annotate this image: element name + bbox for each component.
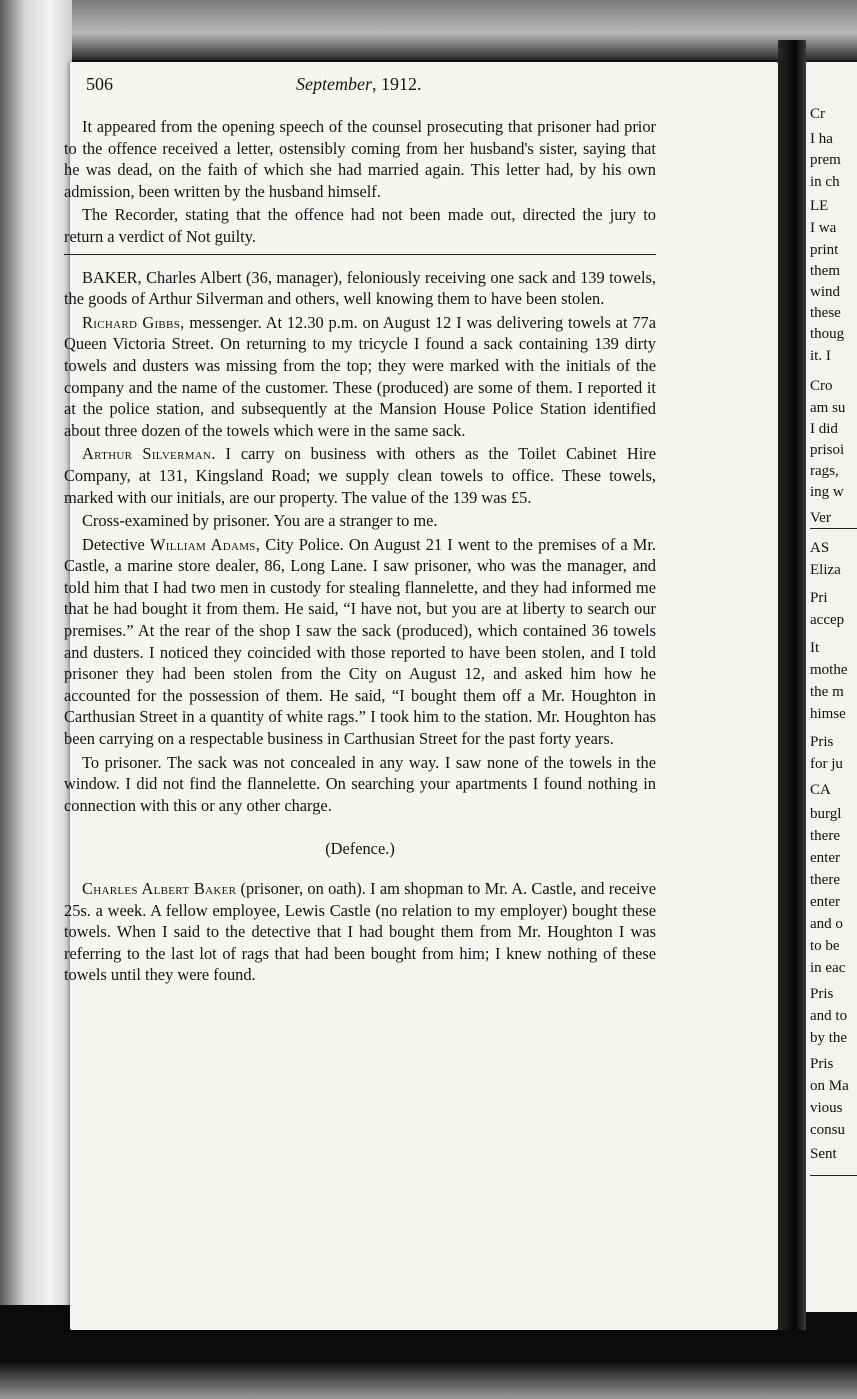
facing-page-fragment: enter <box>810 894 840 910</box>
facing-page-fragment: thoug <box>810 326 845 342</box>
page-date <box>296 74 421 95</box>
facing-page-fragment: vious <box>810 1100 843 1116</box>
paragraph-recorder-direction: The Recorder, stating that the offence had not been made out, directed the jury to return a verdict of Not guilty. <box>64 205 656 246</box>
testimony-silverman: I carry on business with others as the Toilet Cabinet Hire Company, at 131, Kingsland Road; we supply clean towels to office. These towels, marked with our initials, are our property. The value of the 139 was £5. <box>64 444 656 507</box>
facing-page-fragment: on Ma <box>810 1078 849 1094</box>
witness-name-gibbs: Richard Gibbs, <box>82 312 185 332</box>
facing-page-fragment: print <box>810 242 839 258</box>
facing-page-fragment: AS <box>810 540 830 556</box>
facing-page-fragment: Pris <box>810 986 834 1002</box>
facing-page-fragment: burgl <box>810 806 842 822</box>
facing-page-fragment: Pris <box>810 1056 834 1072</box>
facing-page-fragment: Cr <box>810 106 825 122</box>
testimony-adams: City Police. On August 21 I went to the premises of a Mr. Castle, a marine store dealer, 86, Long Lane. I saw prisoner, who was the manager, and told him that I had two men in custody for stealing flannelette, and they had informed me that he had bought it from them. He said, “I have not, but you are at liberty to search our premises.” At the rear of the shop I saw the sack (produced), which contained 36 towels and dusters. I noticed they coincided with those reported to have been stolen, and I told prisoner they had been stolen from the City on August 12, and asked him how he accounted for the possession of them. He said, “I bought them off a Mr. Houghton in Carthusian Street in a quantity of white rags.” I took him to the station. Mr. Houghton has been carrying on a respectable business in Carthusian Street for the past forty years. <box>64 534 656 749</box>
testimony-gibbs: messenger. At 12.30 p.m. on August 12 I was delivering towels at 77a Queen Victoria Street. On returning to my tricycle I found a sack containing 139 dirty towels and dusters was missing from the top; they were marked with the initials of the company and the name of the customer. These (produced) are some of them. I reported it at the police station, and subsequently at the Mansion House Police Station identified about three dozen of the towels which were in the same sack. <box>64 312 656 440</box>
defendant-name: BAKER, <box>82 267 142 287</box>
facing-page-fragment: It <box>810 640 820 656</box>
facing-page <box>806 62 857 1312</box>
facing-page-fragment: these <box>810 305 841 321</box>
facing-page-fragment: I ha <box>810 131 833 147</box>
witness-name-silverman: Arthur Silverman. <box>82 444 216 464</box>
scan-left-edge <box>0 0 72 1399</box>
paragraph-opening-speech: It appeared from the opening speech of the counsel prosecuting that prisoner had prior to the offence received a letter, ostensibly coming from her husband's sister, saying that he was dead, on the faith of which she had married again. This letter had, by his own admission, been written by the husband himself. <box>64 117 656 201</box>
facing-page-rule <box>810 1175 857 1176</box>
facing-page-fragment: it. I <box>810 348 831 364</box>
facing-page-fragment: Pris <box>810 734 834 750</box>
facing-page-fragment: himse <box>810 706 846 722</box>
witness-name-adams: William Adams, <box>149 534 261 554</box>
paragraph-to-prisoner: To prisoner. The sack was not concealed in any way. I saw none of the towels in the window. I did not find the flannelette. On searching your apartments I found nothing in connection with this or any other charge. <box>64 752 656 815</box>
facing-page-fragment: to be <box>810 938 840 954</box>
facing-page-fragment: LE <box>810 198 829 214</box>
facing-page-fragment: consu <box>810 1122 845 1138</box>
facing-page-fragment: them <box>810 263 840 279</box>
facing-page-fragment: accep <box>810 612 845 628</box>
paragraph-witness-adams <box>64 534 656 750</box>
facing-page-fragment: Ver <box>810 510 831 526</box>
facing-page-fragment: am su <box>810 400 846 416</box>
facing-page-fragment: I wa <box>810 220 837 236</box>
facing-page-fragment: I did <box>810 421 838 437</box>
page-month: September <box>296 74 372 94</box>
facing-page-fragment: prisoi <box>810 442 845 458</box>
facing-page-fragment: Pri <box>810 590 828 606</box>
facing-page-fragment: by the <box>810 1030 848 1046</box>
facing-page-fragment: for ju <box>810 756 843 772</box>
detective-title: Detective <box>82 534 150 554</box>
facing-page-fragment: Cro <box>810 378 833 394</box>
indictment-text: Charles Albert (36, manager), feloniously receiving one sack and 139 towels, the goods of Arthur Silverman and others, well knowing them to have been stolen. <box>64 267 656 309</box>
facing-page-fragment: Sent <box>810 1146 837 1162</box>
facing-page-fragment: CA <box>810 782 831 798</box>
facing-page-fragment: and o <box>810 916 843 932</box>
facing-page-fragment: mothe <box>810 662 848 678</box>
paragraph-cross-examined: Cross-examined by prisoner. You are a stranger to me. <box>82 511 438 531</box>
paragraph-witness-gibbs <box>64 312 656 442</box>
paragraph-indictment <box>64 267 656 310</box>
facing-page-fragment: enter <box>810 850 840 866</box>
facing-page-rule <box>810 528 857 529</box>
facing-page-fragment: ing w <box>810 484 844 500</box>
page-header <box>86 74 654 98</box>
paragraph-prisoner-testimony <box>64 878 656 986</box>
facing-page-fragment: there <box>810 872 840 888</box>
case-divider <box>64 254 656 255</box>
facing-page-fragment: in ch <box>810 174 840 190</box>
page-body <box>64 116 656 988</box>
facing-page-fragment: in eac <box>810 960 846 976</box>
facing-page-fragment: Eliza <box>810 562 841 578</box>
facing-page-fragment: rags, <box>810 463 839 479</box>
facing-page-fragment: there <box>810 828 840 844</box>
facing-page-fragment: prem <box>810 152 841 168</box>
scan-top-edge <box>0 0 857 60</box>
paragraph-witness-silverman <box>64 443 656 508</box>
page-number: 506 <box>86 74 113 94</box>
facing-page-fragment: the m <box>810 684 844 700</box>
defence-heading: (Defence.) <box>325 839 395 859</box>
page-year: , 1912. <box>371 74 422 94</box>
book-gutter <box>778 40 806 1330</box>
testimony-prisoner: (prisoner, on oath). I am shopman to Mr. A. Castle, and receive 25s. a week. A fellow employee, Lewis Castle (no relation to my employer) bought these towels. When I said to the detective that I had bought them from Mr. Houghton I was referring to the last lot of rags that had been bought from him; I knew nothing of these towels until they were found. <box>64 879 657 985</box>
prisoner-name: Charles Albert Baker <box>82 879 237 898</box>
facing-page-fragment: and to <box>810 1008 848 1024</box>
facing-page-fragment: wind <box>810 284 840 300</box>
